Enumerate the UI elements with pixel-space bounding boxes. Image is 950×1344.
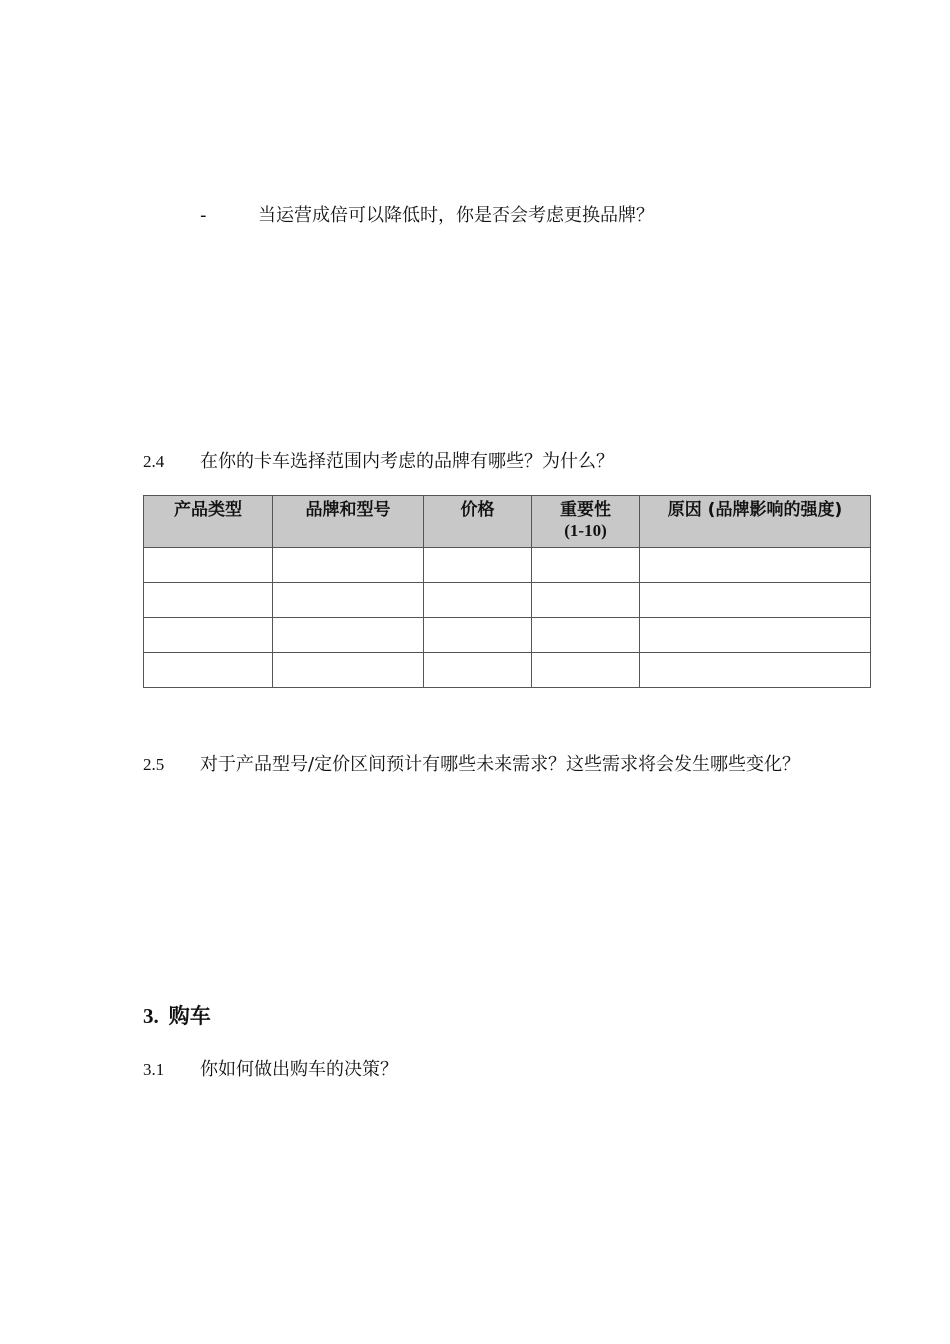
table-row [144,583,871,618]
table-cell[interactable] [273,583,424,618]
table-cell[interactable] [532,548,640,583]
question-number: 3.1 [143,1060,165,1079]
header-importance [532,496,640,548]
question-text: 你如何做出购车的决策？ [200,1059,398,1080]
header-importance-scale: (1-10) [564,521,607,540]
table-cell[interactable] [144,618,273,653]
table-header-row [144,496,871,548]
table-cell[interactable] [640,653,871,688]
table-cell[interactable] [273,653,424,688]
table-cell[interactable] [640,583,871,618]
table-cell[interactable] [424,548,532,583]
table-cell[interactable] [424,583,532,618]
table-cell[interactable] [424,618,532,653]
question-number: 2.4 [143,452,165,471]
table-cell[interactable] [640,618,871,653]
header-price: 价格 [424,496,532,548]
brand-table [143,495,871,688]
table-row [144,618,871,653]
bullet-question-text: 当运营成倍可以降低时，你是否会考虑更换品牌？ [258,205,654,226]
table-row [144,653,871,688]
section-number: 3. [143,1004,159,1028]
section-heading [143,1002,211,1030]
table-cell[interactable] [144,583,273,618]
header-product-type: 产品类型 [144,496,273,548]
table-cell[interactable] [640,548,871,583]
header-brand-model: 品牌和型号 [273,496,424,548]
table-row [144,548,871,583]
question-number: 2.5 [143,755,165,774]
question-text: 在你的卡车选择范围内考虑的品牌有哪些？为什么？ [200,451,614,472]
table-cell[interactable] [424,653,532,688]
table-cell[interactable] [532,618,640,653]
table-cell[interactable] [144,653,273,688]
bullet-marker: - [200,205,207,226]
section-title: 购车 [168,1004,211,1028]
header-importance-label: 重要性 [560,500,611,520]
table-cell[interactable] [532,653,640,688]
table-cell[interactable] [532,583,640,618]
table-cell[interactable] [144,548,273,583]
header-reason: 原因 (品牌影响的强度) [640,496,871,548]
table-cell[interactable] [273,618,424,653]
table-cell[interactable] [273,548,424,583]
question-text: 对于产品型号/定价区间预计有哪些未来需求？这些需求将会发生哪些变化？ [200,754,801,775]
